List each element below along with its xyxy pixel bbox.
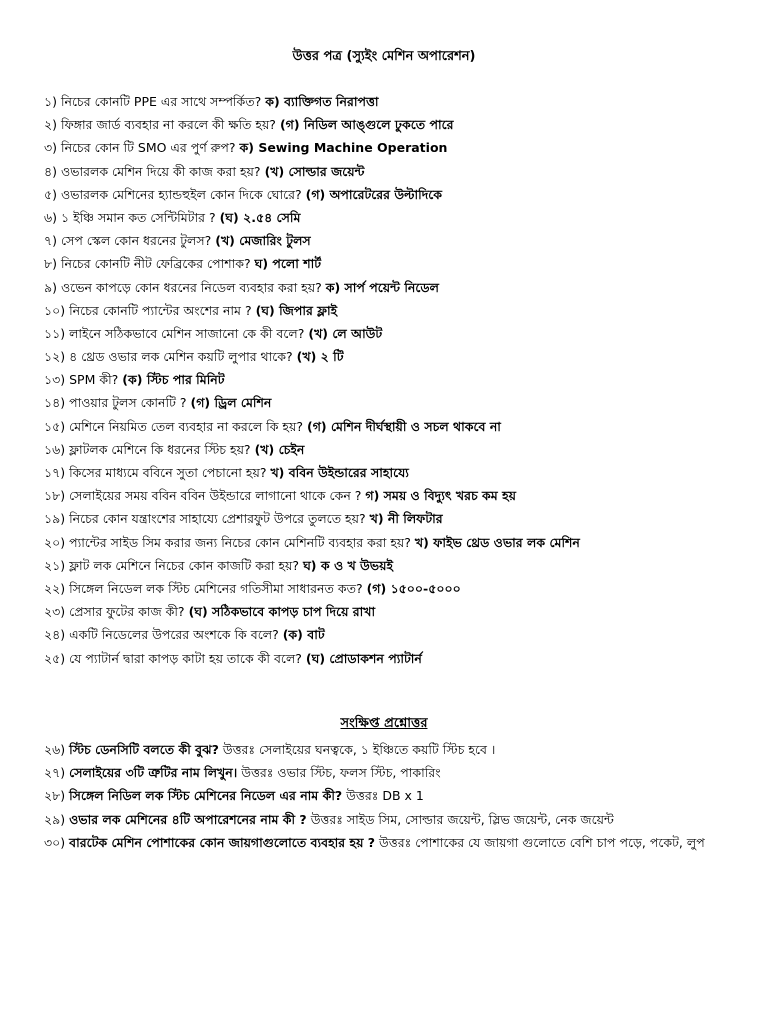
question-number: ১০) [44,302,66,318]
answer-row [44,415,744,438]
answer-text: খ) ফাইভ থ্রেড ওভার লক মেশিন [414,534,580,550]
answer-text: (খ) সোল্ডার জয়েন্ট [264,163,365,179]
question-number: ৩) [44,140,58,156]
question-text: একটি নিডেলের উপরের অংশকে কি বলে? [69,627,279,643]
short-answer-row [44,784,734,807]
question-number: ৯) [44,279,57,295]
answer-row [44,345,744,368]
answer-row [44,577,744,600]
answer-text: (খ) ২ টি [296,349,344,365]
question-text: ১ ইঞ্চি সমান কত সেন্টিমিটার ? [61,209,216,225]
question-number: ১৪) [44,395,66,411]
answer-row [44,623,744,646]
answer-text: (গ) মেশিন দীর্ঘস্থায়ী ও সচল থাকবে না [306,418,501,434]
short-answer-list [44,738,734,854]
answer-text: উত্তরঃ পোশাকের যে জায়গা গুলোতে বেশি চাপ পড়ে, পকেট, লুপ [379,834,705,850]
question-number: ৫) [44,186,57,202]
answer-text: (গ) ড্রিল মেশিন [190,395,272,411]
answer-row [44,600,744,623]
question-number: ৭) [44,233,58,249]
answer-row [44,229,744,252]
question-text: নিচের কোনটি PPE এর সাথে সম্পর্কিত? [60,94,262,109]
answer-text: ঘ) পলো শার্ট [254,256,322,272]
question-text: মেশিনে নিয়মিত তেল ব্যবহার না করলে কি হয়? [69,418,303,434]
mcq-answer-list [44,90,744,670]
answer-row [44,507,744,530]
question-number: ৮) [44,256,57,272]
short-answer-row [44,831,734,854]
answer-text: ক) ব্যাক্তিগত নিরাপত্তা [265,94,379,109]
answer-text: (ঘ) প্রোডাকশন প্যাটার্ন [305,650,422,666]
answer-text: উত্তরঃ DB x 1 [346,788,424,804]
question-text: যে প্যাটার্ন দ্বারা কাপড় কাটা হয় তাকে কী বলে? [69,650,302,666]
answer-text: (গ) ১৫০০-৫০০০ [366,580,461,596]
question-text: স্টিচ ডেনসিটি বলতে কী বুঝ? [69,742,219,757]
question-text: নিচের কোন যন্ত্রাংশের সাহায্যে প্রেশারফুট উপরে তুলতে হয়? [69,511,366,527]
question-number: ২৪) [44,627,66,643]
question-text: সিঙ্গেল নিডিল লক স্টিচ মেশিনের নিডেল এর নাম কী? [69,788,343,804]
short-answer-row [44,808,734,831]
question-number: ২৩) [44,604,66,620]
short-answer-row [44,761,734,784]
answer-text: (ঘ) সঠিকভাবে কাপড় চাপ দিয়ে রাখা [188,604,376,620]
question-text: ওভার লক মেশিনের ৪টি অপারেশনের নাম কী ? [69,811,307,827]
answer-text: খ) নী লিফটার [369,511,443,527]
page-title: উত্তর পত্র (স্যুইং মেশিন অপারেশন) [292,49,476,64]
question-number: ১২) [44,349,66,365]
answer-text: গ) সময় ও বিদ্যুৎ খরচ কম হয় [365,488,517,504]
answer-text: খ) ববিন উইন্ডারের সাহায্যে [270,465,409,480]
question-text: ফ্লাটলক মেশিনে কি ধরনের স্টিচ হয়? [69,441,251,457]
answer-text: (ঘ) জিপার ফ্লাই [255,302,338,318]
question-text: নিচের কোনটি প্যান্টের অংশের নাম ? [69,302,252,318]
answer-row [44,461,744,484]
question-text: প্যান্টের সাইড সিম করার জন্য নিচের কোন মেশিনটি ব্যবহার করা হয়? [69,534,411,550]
question-number: ২৭) [44,765,66,781]
answer-row [44,368,744,391]
answer-row [44,554,744,577]
answer-text: (খ) চেইন [254,441,305,457]
question-text: নিচের কোনটি নীট ফেব্রিকের পোশাক? [60,256,251,272]
question-text: পাওয়ার টুলস কোনটি ? [69,395,187,411]
question-number: ১১) [44,325,66,341]
question-text: সেলাইয়ের সময় ববিন ববিন উইন্ডারে লাগানো থাকে কেন ? [69,488,362,504]
question-text: ওভারলক মেশিনের হ্যান্ডহুইল কোন দিকে ঘোরে? [60,186,302,202]
question-text: লাইনে সঠিকভাবে মেশিন সাজানো কে কী বলে? [69,325,305,341]
answer-row [44,206,744,229]
answer-text: (খ) মেজারিং টুলস [215,233,311,249]
answer-text: (গ) নিডিল আঙ্গুলে ঢুকতে পারে [279,117,454,133]
question-number: ২২) [44,580,66,596]
answer-row [44,647,744,670]
answer-text: (গ) অপারেটরের উল্টাদিকে [305,186,443,202]
question-number: ৩০) [44,834,66,850]
answer-text: উত্তরঃ সাইড সিম, সোল্ডার জয়েন্ট, স্লিভ জয়েন্ট, নেক জয়েন্ট [310,811,614,827]
question-text: ফ্লাট লক মেশিনে নিচের কোন কাজটি করা হয়? [69,557,300,573]
answer-row [44,391,744,414]
answer-text: (ক) বাট [282,627,325,643]
question-number: ১) [44,94,57,109]
answer-row [44,484,744,507]
question-number: ৪) [44,163,57,179]
question-text: সিঙ্গেল নিডেল লক স্টিচ মেশিনের গতিসীমা সাধারনত কত? [69,580,363,596]
answer-row [44,299,744,322]
question-number: ১৮) [44,488,66,504]
question-number: ১৯) [44,511,66,527]
question-text: ফিঙ্গার জার্ড ব্যবহার না করলে কী ক্ষতি হয়? [61,117,276,133]
answer-row [44,252,744,275]
answer-text: (খ) লে আউট [308,325,383,341]
question-number: ২) [44,117,58,133]
question-number: ২১) [44,557,66,573]
answer-text: উত্তরঃ সেলাইয়ের ঘনত্বকে, ১ ইঞ্চিতে কয়টি স্টিচ হবে । [222,742,496,757]
answer-text: ঘ) ক ও খ উভয়ই [303,557,393,573]
question-text: সেলাইয়ের ৩টি ত্রুটির নাম লিখুন। [69,765,238,781]
question-text: নিচের কোন টি SMO এর পুর্ণ রুপ? [61,140,236,156]
answer-text: (ঘ) ২.৫৪ সেমি [219,209,301,225]
question-number: ২৯) [44,811,66,827]
answer-row [44,90,744,113]
question-number: ২৫) [44,650,66,666]
question-text: প্রেসার ফুটের কাজ কী? [69,604,185,620]
question-number: ১৬) [44,441,66,457]
question-text: বারটেক মেশিন পোশাকের কোন জায়গাগুলোতে ব্যবহার হয় ? [69,834,376,850]
answer-row [44,531,744,554]
answer-text: উত্তরঃ ওভার স্টিচ, ফলস স্টিচ, পাকারিং [241,765,441,781]
question-number: ১৩) [44,372,66,388]
answer-row [44,183,744,206]
answer-text: (ক) স্টিচ পার মিনিট [122,372,225,388]
answer-row [44,322,744,345]
short-answer-heading: সংক্ষিপ্ত প্রশ্নোত্তর [340,716,428,731]
answer-row [44,276,744,299]
answer-text: ক) Sewing Machine Operation [239,140,448,156]
answer-text: ক) সার্প পয়েন্ট নিডেল [325,279,439,295]
question-text: কিসের মাধ্যমে ববিনে সুতা পেচানো হয়? [69,465,267,480]
answer-row [44,113,744,136]
answer-row [44,136,744,159]
question-text: ওভেন কাপড়ে কোন ধরনের নিডেল ব্যবহার করা হয়? [60,279,322,295]
question-number: ২৬) [44,742,66,757]
question-number: ১৭) [44,465,66,480]
answer-row [44,438,744,461]
question-number: ১৫) [44,418,66,434]
question-text: সেপ স্কেল কোন ধরনের টুলস? [61,233,212,249]
question-number: ২০) [44,534,66,550]
question-number: ২৮) [44,788,66,804]
short-answer-row [44,738,734,761]
question-text: ওভারলক মেশিন দিয়ে কী কাজ করা হয়? [60,163,261,179]
question-text: ৪ থ্রেড ওভার লক মেশিন কয়টি লুপার থাকে? [69,349,293,365]
question-text: SPM কী? [69,372,119,388]
question-number: ৬) [44,209,58,225]
answer-row [44,160,744,183]
